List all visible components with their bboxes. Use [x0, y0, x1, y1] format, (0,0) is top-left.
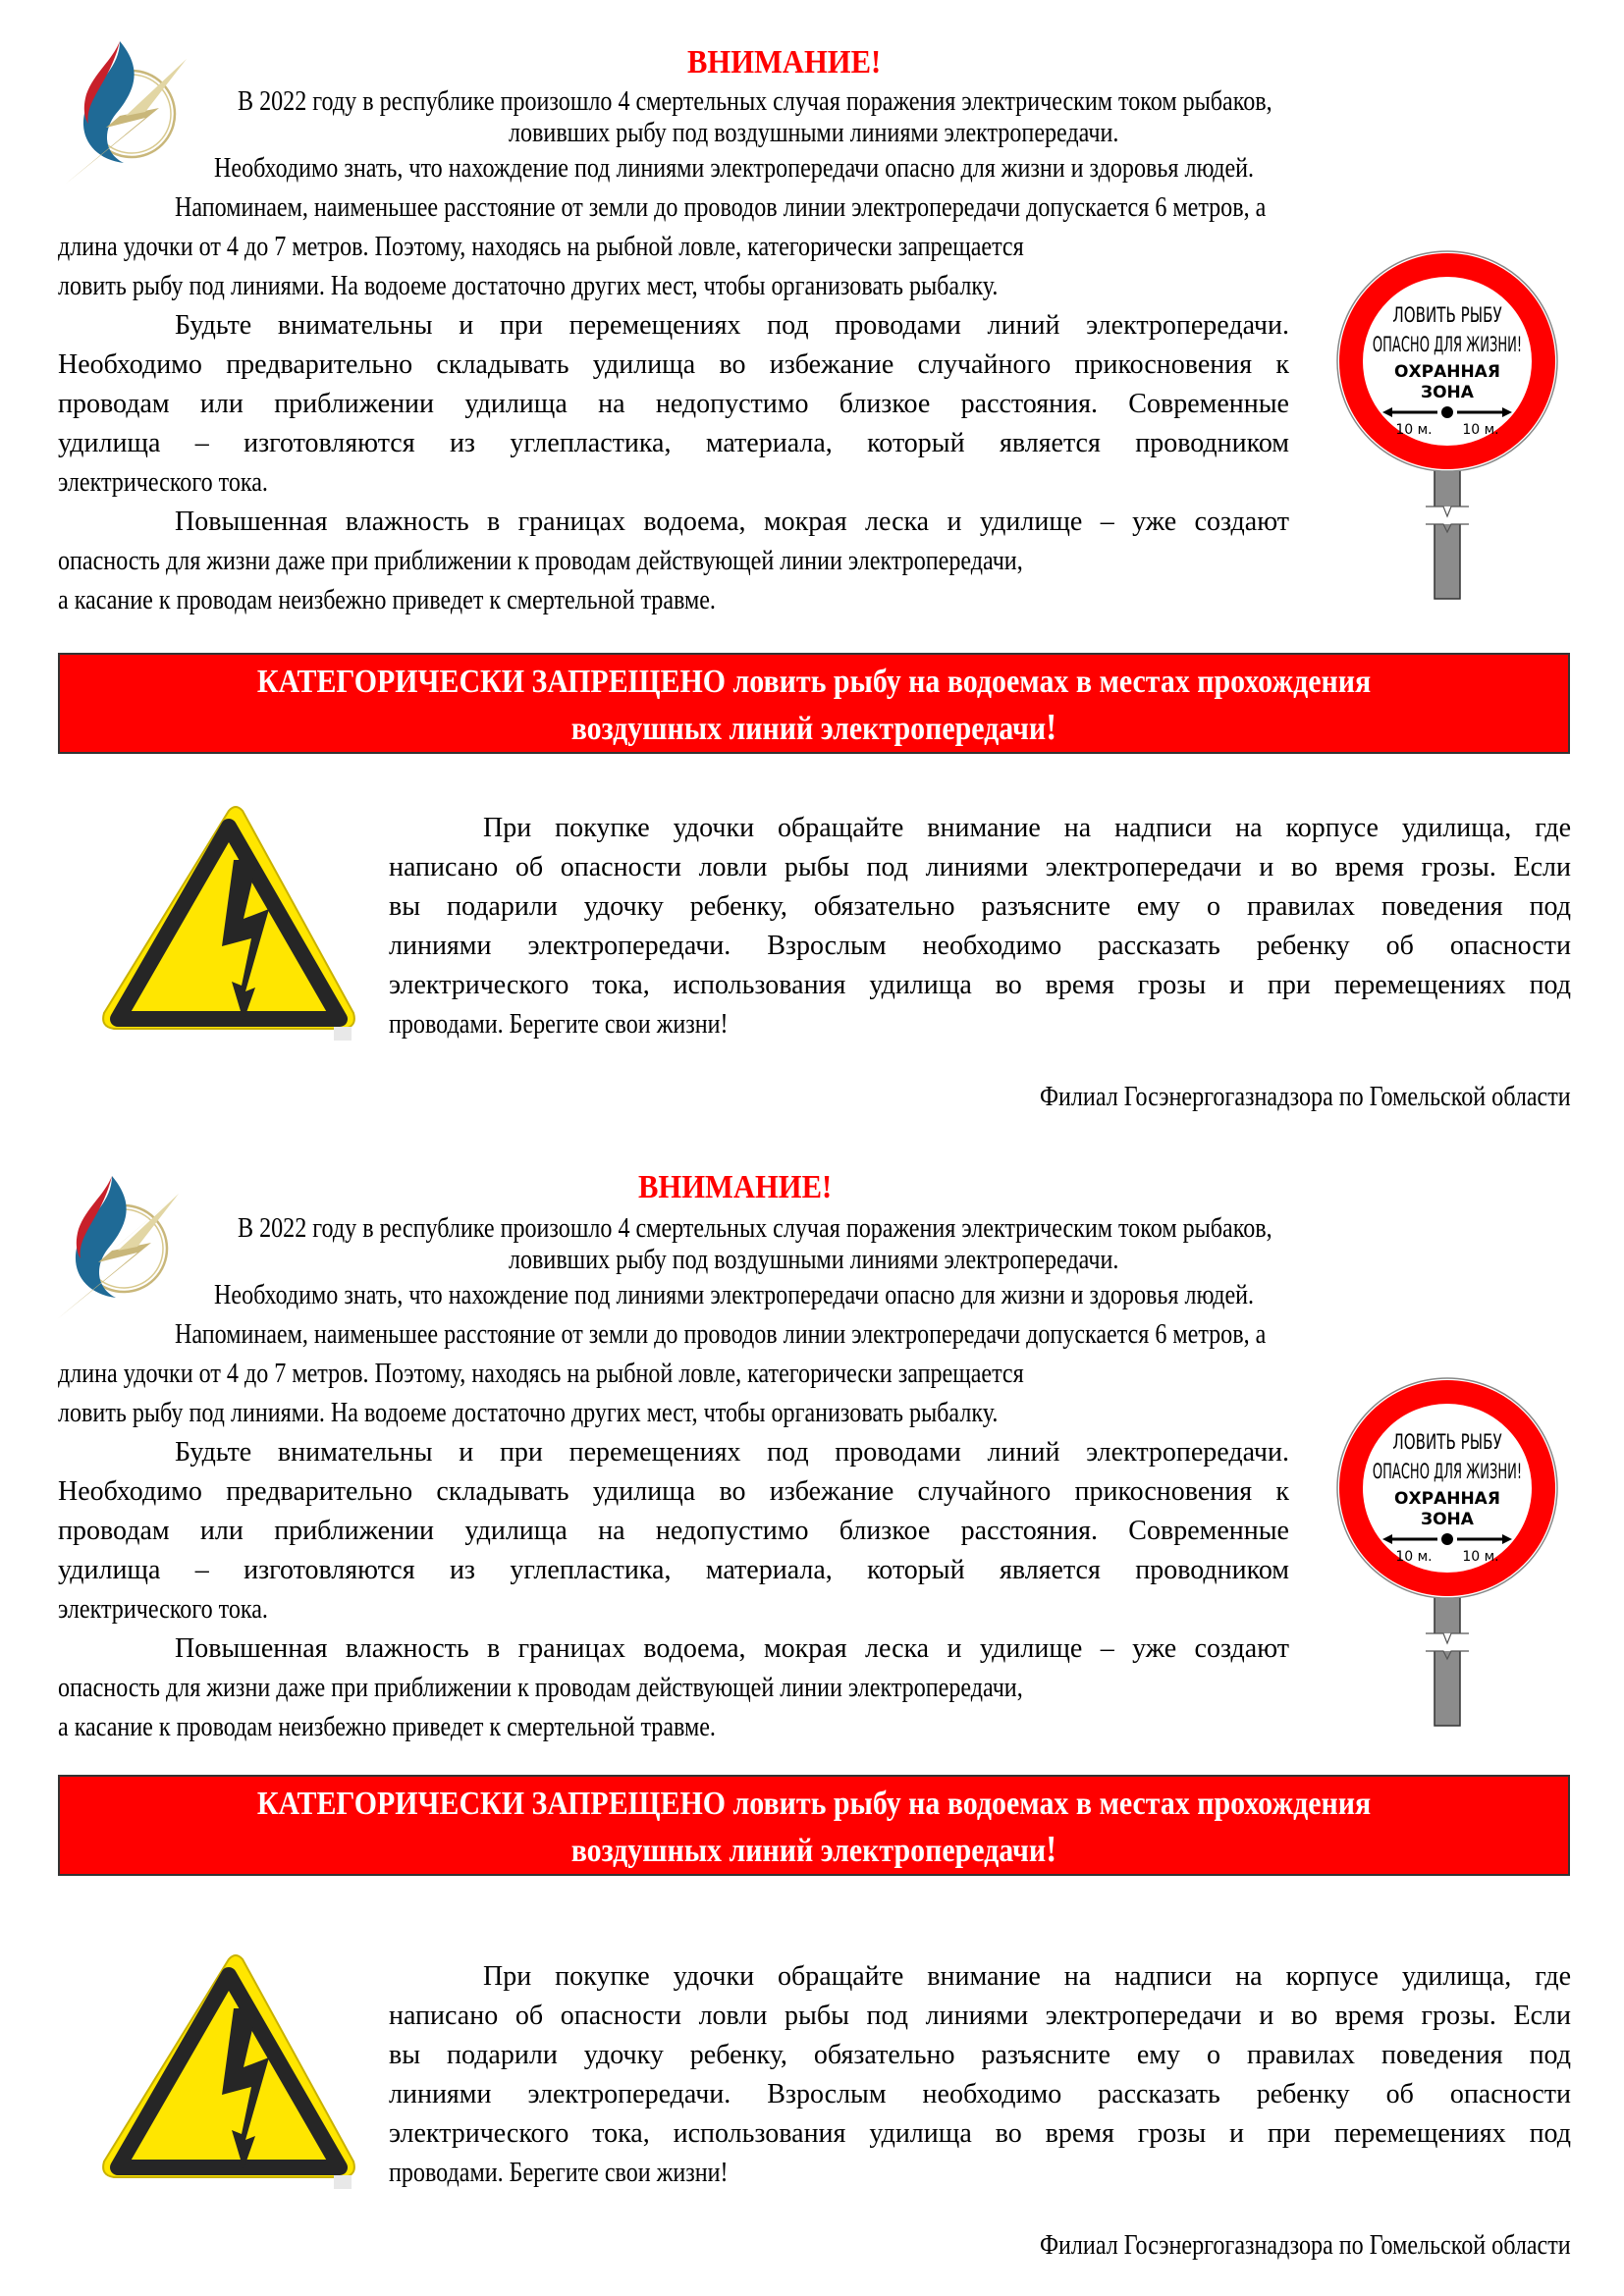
high-voltage-warning-icon	[96, 799, 361, 1044]
banner-text: воздушных линий электропередачи	[570, 711, 1047, 747]
paragraph-line: Будьте внимательны и при перемещениях под проводами линий электропередачи.	[175, 310, 1289, 341]
notice-title: ВНИМАНИЕ!	[687, 44, 882, 80]
sign-line: ОХРАННАЯ	[1394, 362, 1500, 382]
paragraph-line: ловить рыбу под линиями. На водоеме достаточно других мест, чтобы организовать рыбалку.	[58, 1398, 999, 1428]
paragraph-line: удилища – изготовляются из углепластика, материала, который является проводником	[58, 428, 1289, 458]
intro-line: ловивших рыбу под воздушными линиями электропередачи.	[509, 118, 1119, 148]
sign-distance: 10 м.	[1395, 1549, 1433, 1565]
sign-line: ЛОВИТЬ РЫБУ	[1392, 1430, 1502, 1455]
paragraph-line: проводам или приближении удилища на недопустимо близкое расстояния. Современные	[58, 1516, 1289, 1546]
paragraph-line: вы подарили удочку ребенку, обязательно разъясните ему о правилах поведения под	[389, 2040, 1571, 2070]
intro-line: В 2022 году в республике произошло 4 смертельных случая поражения электрическим током рыбаков,	[238, 1213, 1272, 1244]
paragraph-line: Необходимо предварительно складывать удилища во избежание случайного прикосновения к	[58, 1476, 1289, 1507]
paragraph-line: длина удочки от 4 до 7 метров. Поэтому, находясь на рыбной ловле, категорически запрещается	[58, 232, 1024, 262]
banner-text: ловить рыбу на водоемах в местах прохождения	[726, 664, 1372, 700]
paragraph-line: опасность для жизни даже при приближении к проводам действующей линии электропередачи,	[58, 546, 1023, 576]
paragraph-line: Будьте внимательны и при перемещениях под проводами линий электропередачи.	[175, 1437, 1289, 1468]
banner-text: воздушных линий электропередачи	[570, 1833, 1047, 1869]
banner-bold-caps: КАТЕГОРИЧЕСКИ ЗАПРЕЩЕНО	[256, 1786, 727, 1822]
paragraph-line: ловить рыбу под линиями. На водоеме достаточно других мест, чтобы организовать рыбалку.	[58, 271, 999, 301]
paragraph-line: Необходимо предварительно складывать удилища во избежание случайного прикосновения к	[58, 349, 1289, 380]
intro-line: Необходимо знать, что нахождение под линиями электропередачи опасно для жизни и здоровья людей.	[214, 153, 1255, 184]
paragraph-line: линиями электропередачи. Взрослым необходимо рассказать ребенку об опасности	[389, 931, 1571, 961]
intro-line: Необходимо знать, что нахождение под линиями электропередачи опасно для жизни и здоровья людей.	[214, 1280, 1255, 1310]
prohibition-banner	[58, 1775, 1570, 1876]
paragraph-line: а касание к проводам неизбежно приведет к смертельной травме.	[58, 1712, 716, 1742]
paragraph-line: электрического тока.	[58, 467, 268, 498]
banner-text: ловить рыбу на водоемах в местах прохождения	[726, 1786, 1372, 1822]
signature: Филиал Госэнергогазнадзора по Гомельской области	[1040, 2230, 1571, 2261]
paragraph-line: а касание к проводам неизбежно приведет к смертельной травме.	[58, 585, 716, 615]
paragraph-line: При покупке удочки обращайте внимание на надписи на корпусе удилища, где	[483, 1961, 1571, 1992]
paragraph-line: Напоминаем, наименьшее расстояние от земли до проводов линии электропередачи допускается 6 метров, а	[175, 1319, 1267, 1350]
sign-line: ОПАСНО ДЛЯ ЖИЗНИ!	[1372, 1460, 1523, 1485]
banner-line	[150, 706, 1478, 751]
gosenergogaznadzor-logo-icon	[51, 37, 198, 185]
paragraph-line: Повышенная влажность в границах водоема, мокрая леска и удилище – уже создают	[175, 507, 1289, 537]
sign-line: ЗОНА	[1421, 1510, 1474, 1529]
intro-line: В 2022 году в республике произошло 4 смертельных случая поражения электрическим током рыбаков,	[238, 86, 1272, 117]
paragraph-line: проводами. Берегите свои жизни!	[389, 2158, 729, 2188]
notice-copy-bottom	[0, 1127, 1624, 2266]
paragraph-line: удилища – изготовляются из углепластика, материала, который является проводником	[58, 1555, 1289, 1585]
sign-distance: 10 м.	[1395, 422, 1433, 438]
paragraph-line: написано об опасности ловли рыбы под линиями электропередачи и во время грозы. Если	[389, 2001, 1571, 2031]
notice-title: ВНИМАНИЕ!	[638, 1169, 833, 1205]
paragraph-line: электрического тока, использования удилища во время грозы и при перемещениях под	[389, 970, 1571, 1000]
paragraph-line: линиями электропередачи. Взрослым необходимо рассказать ребенку об опасности	[389, 2079, 1571, 2109]
intro-line: ловивших рыбу под воздушными линиями электропередачи.	[509, 1245, 1119, 1275]
protection-zone-sign-icon	[1316, 240, 1581, 603]
banner-line	[150, 661, 1478, 704]
paragraph-line: опасность для жизни даже при приближении к проводам действующей линии электропередачи,	[58, 1673, 1023, 1703]
paragraph-line: Повышенная влажность в границах водоема, мокрая леска и удилище – уже создают	[175, 1633, 1289, 1664]
banner-exclamation: !	[1046, 707, 1057, 748]
sign-line: ОХРАННАЯ	[1394, 1489, 1500, 1509]
sign-distance: 10 м.	[1462, 1549, 1499, 1565]
sign-line: ЛОВИТЬ РЫБУ	[1392, 303, 1502, 328]
paragraph-line: написано об опасности ловли рыбы под линиями электропередачи и во время грозы. Если	[389, 852, 1571, 882]
gosenergogaznadzor-logo-icon	[43, 1172, 190, 1319]
paragraph-line: длина удочки от 4 до 7 метров. Поэтому, находясь на рыбной ловле, категорически запрещается	[58, 1359, 1024, 1389]
paragraph-line: электрического тока, использования удилища во время грозы и при перемещениях под	[389, 2118, 1571, 2149]
paragraph-line: электрического тока.	[58, 1594, 268, 1625]
signature: Филиал Госэнергогазнадзора по Гомельской области	[1040, 1082, 1571, 1112]
banner-line	[150, 1783, 1478, 1826]
banner-bold-caps: КАТЕГОРИЧЕСКИ ЗАПРЕЩЕНО	[256, 664, 727, 700]
notice-copy-top	[0, 0, 1624, 1139]
high-voltage-warning-icon	[96, 1948, 361, 2193]
paragraph-line: вы подарили удочку ребенку, обязательно разъясните ему о правилах поведения под	[389, 891, 1571, 922]
banner-line	[150, 1828, 1478, 1873]
prohibition-banner	[58, 653, 1570, 754]
paragraph-line: проводам или приближении удилища на недопустимо близкое расстояния. Современные	[58, 389, 1289, 419]
sign-line: ЗОНА	[1421, 383, 1474, 402]
sign-distance: 10 м.	[1462, 422, 1499, 438]
banner-exclamation: !	[1046, 1829, 1057, 1870]
paragraph-line: проводами. Берегите свои жизни!	[389, 1009, 729, 1040]
sign-line: ОПАСНО ДЛЯ ЖИЗНИ!	[1372, 333, 1523, 358]
paragraph-line: Напоминаем, наименьшее расстояние от земли до проводов линии электропередачи допускается 6 метров, а	[175, 192, 1267, 223]
protection-zone-sign-icon	[1316, 1366, 1581, 1730]
paragraph-line: При покупке удочки обращайте внимание на надписи на корпусе удилища, где	[483, 813, 1571, 843]
